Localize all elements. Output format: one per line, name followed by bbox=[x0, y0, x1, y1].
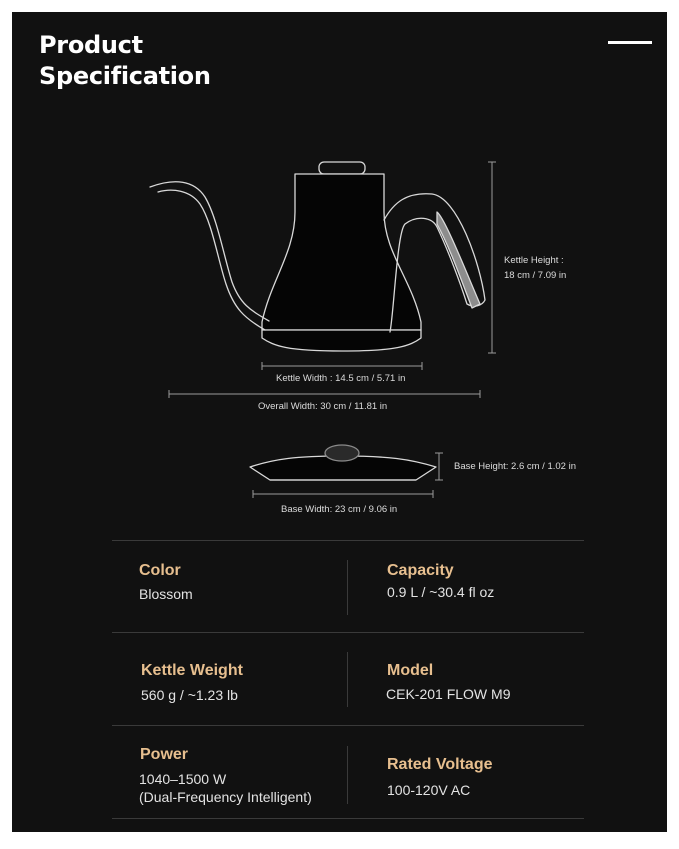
table-rule-1 bbox=[112, 632, 584, 633]
table-rule-top bbox=[112, 540, 584, 541]
title-line-1: Product bbox=[39, 31, 143, 59]
spec-card bbox=[12, 12, 667, 832]
spec-value-capacity: 0.9 L / ~30.4 fl oz bbox=[387, 584, 495, 600]
kettle-height-line-2: 18 cm / 7.09 in bbox=[504, 270, 567, 281]
kettle-height-line-1: Kettle Height : bbox=[504, 255, 564, 266]
spec-label-model: Model bbox=[387, 662, 434, 679]
base-width-label: Base Width: 23 cm / 9.06 in bbox=[281, 504, 398, 515]
spec-value-power-line-1: 1040–1500 W bbox=[139, 771, 227, 787]
table-rule-bottom bbox=[112, 818, 584, 819]
kettle-width-label: Kettle Width : 14.5 cm / 5.71 in bbox=[276, 373, 406, 384]
kettle-height-label bbox=[504, 253, 566, 283]
spec-value-model: CEK-201 FLOW M9 bbox=[386, 686, 511, 702]
kettle-body bbox=[262, 174, 421, 330]
column-divider bbox=[347, 746, 348, 804]
base-connector bbox=[325, 445, 359, 461]
base-height-label: Base Height: 2.6 cm / 1.02 in bbox=[454, 461, 576, 472]
spec-value-rated-voltage: 100-120V AC bbox=[387, 782, 471, 798]
spec-label-kettle-weight: Kettle Weight bbox=[141, 662, 243, 679]
spec-value-kettle-weight: 560 g / ~1.23 lb bbox=[141, 687, 238, 703]
spec-value-color: Blossom bbox=[139, 586, 193, 602]
overall-width-label: Overall Width: 30 cm / 11.81 in bbox=[258, 401, 388, 412]
spec-label-capacity: Capacity bbox=[387, 562, 454, 579]
title-line-2: Specification bbox=[39, 62, 211, 90]
spec-value-power-line-2: (Dual-Frequency Intelligent) bbox=[139, 789, 312, 805]
spec-label-color: Color bbox=[139, 562, 181, 579]
kettle-bottom bbox=[262, 330, 421, 351]
kettle-spout bbox=[150, 182, 269, 321]
lid-knob bbox=[319, 162, 365, 174]
column-divider bbox=[347, 560, 348, 615]
spec-value-power bbox=[139, 770, 312, 806]
table-rule-2 bbox=[112, 725, 584, 726]
spec-label-rated-voltage: Rated Voltage bbox=[387, 756, 493, 773]
column-divider bbox=[347, 652, 348, 707]
kettle-diagram bbox=[12, 12, 667, 532]
spec-label-power: Power bbox=[140, 746, 189, 763]
